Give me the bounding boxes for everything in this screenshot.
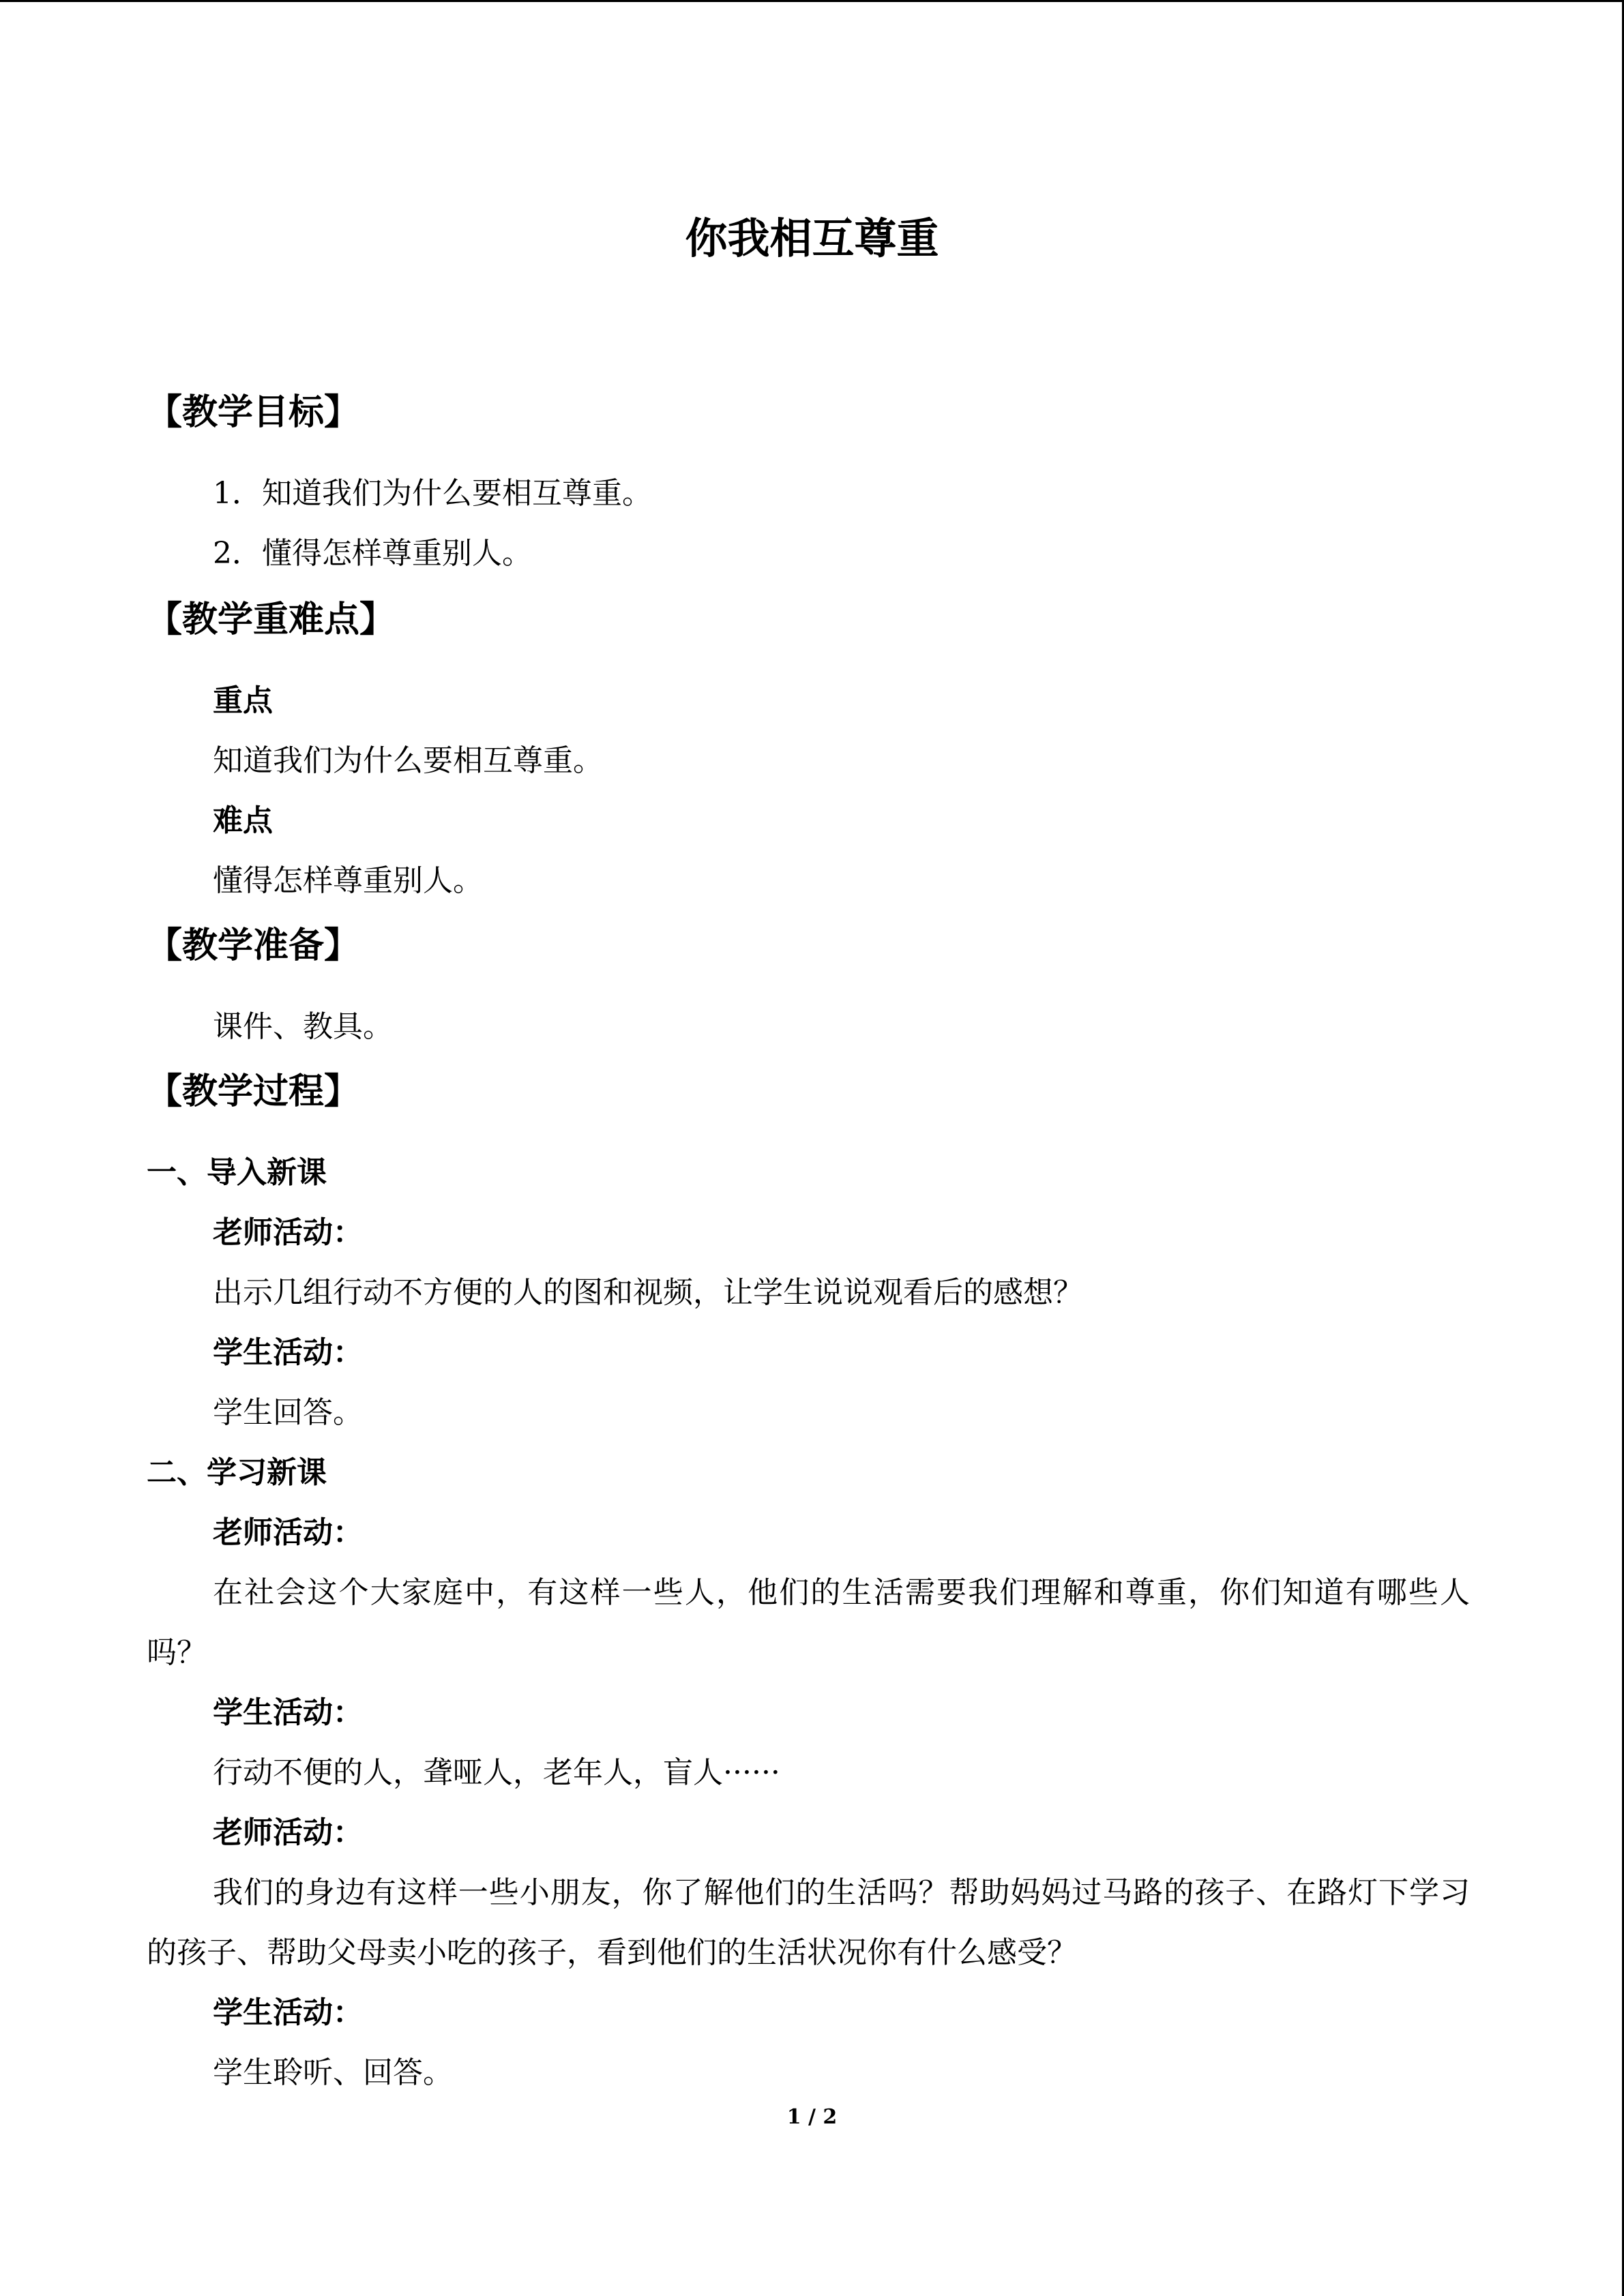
teacher-activity-label: 老师活动：: [213, 1815, 363, 1850]
part-heading-introduction: 一、导入新课: [147, 1155, 327, 1190]
difficulty-label: 难点: [213, 803, 273, 838]
teacher-activity-label: 老师活动：: [213, 1215, 363, 1250]
student-activity-text: 行动不便的人，聋哑人，老年人，盲人······: [213, 1755, 780, 1790]
teacher-activity-label: 老师活动：: [213, 1515, 363, 1550]
page-number: 1 / 2: [786, 2105, 838, 2129]
difficulty-text: 懂得怎样尊重别人。: [213, 863, 483, 898]
student-activity-text: 学生聆听、回答。: [213, 2055, 453, 2090]
preparation-text: 课件、教具。: [213, 1009, 393, 1044]
focus-text: 知道我们为什么要相互尊重。: [213, 743, 603, 778]
section-heading-objectives: 【教学目标】: [147, 392, 360, 433]
document-title: 你我相互尊重: [685, 213, 939, 263]
teacher-activity-text: 我们的身边有这样一些小朋友，你了解他们的生活吗？帮助妈妈过马路的孩子、在路灯下学习的孩子、帮助父母卖小吃的孩子，看到他们的生活状况你有什么感受？: [147, 1875, 1470, 1970]
focus-label: 重点: [213, 683, 273, 718]
student-activity-label: 学生活动：: [213, 1695, 363, 1730]
teacher-activity-text: 在社会这个大家庭中，有这样一些人，他们的生活需要我们理解和尊重，你们知道有哪些人吗？: [147, 1575, 1470, 1670]
student-activity-text: 学生回答。: [213, 1395, 363, 1430]
objective-item-2: 2．懂得怎样尊重别人。: [213, 536, 532, 571]
student-activity-label: 学生活动：: [213, 1335, 363, 1370]
section-heading-key-points: 【教学重难点】: [147, 599, 396, 640]
section-heading-preparation: 【教学准备】: [147, 925, 360, 966]
section-heading-process: 【教学过程】: [147, 1071, 360, 1112]
part-heading-new-lesson: 二、学习新课: [147, 1455, 327, 1490]
student-activity-label: 学生活动：: [213, 1995, 363, 2030]
teacher-activity-text: 出示几组行动不方便的人的图和视频，让学生说说观看后的感想？: [213, 1275, 1083, 1310]
objective-item-1: 1．知道我们为什么要相互尊重。: [213, 476, 652, 511]
